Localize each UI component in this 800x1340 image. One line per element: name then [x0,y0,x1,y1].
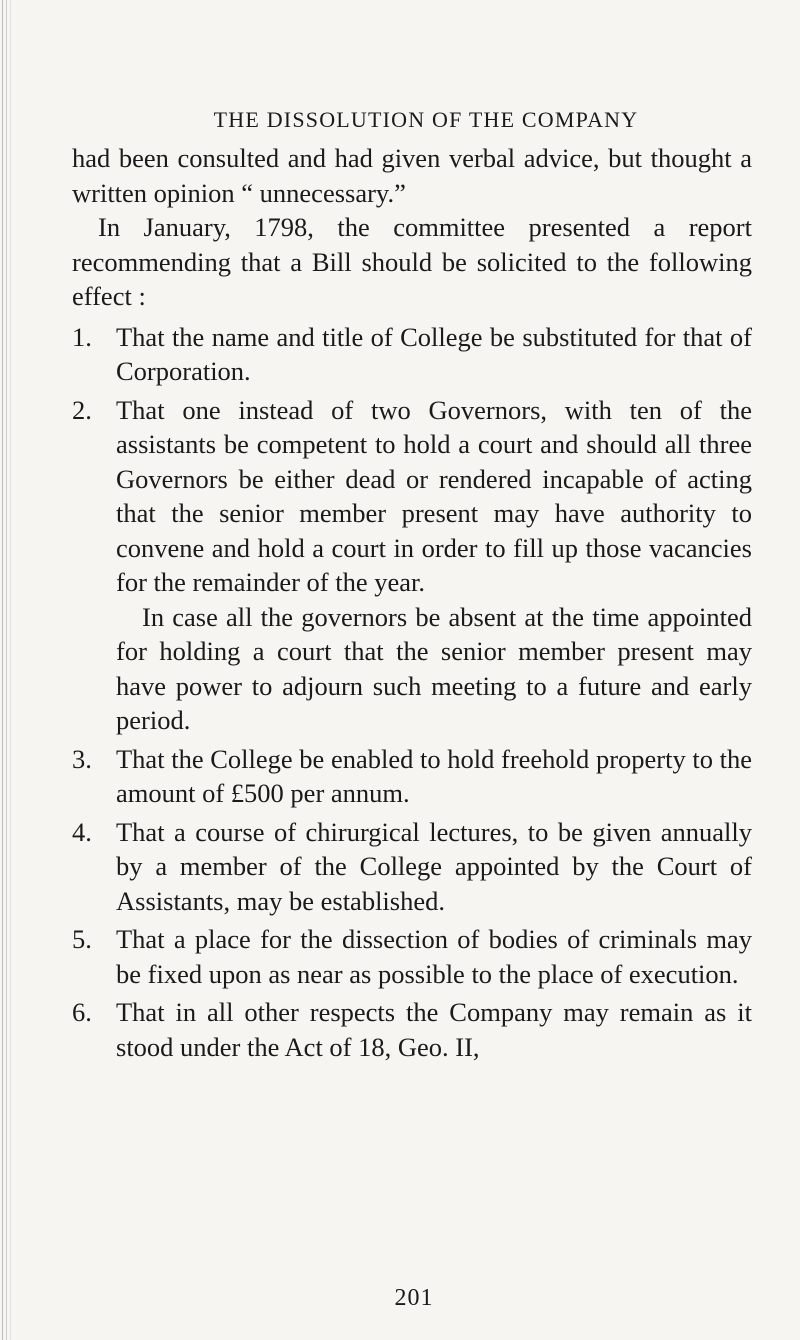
item-continuation: In case all the governors be absent at the time appointed for holding a court that the senior member present may have power to adjourn such meeting to a future and early period. [116,601,752,735]
book-page [72,105,752,1068]
page-edge-line [2,0,3,1340]
item-text: That a place for the dissection of bodies of criminals may be fixed upon as near as possible to the place of execution. [116,924,752,989]
paragraph-continued: had been consulted and had given verbal advice, but thought a written opinion “ unnecessary.” [72,143,752,208]
recommendations-list [72,320,752,1065]
page-number: 201 [394,1285,434,1311]
body-text [72,141,752,1064]
paragraph-january-report: In January, 1798, the committee presented a report recommending that a Bill should be solicited to the following effect : [72,212,752,311]
item-number: 2. [72,394,92,425]
running-head: THE DISSOLUTION OF THE COMPANY [213,107,639,132]
list-item [72,922,752,991]
list-item [72,815,752,919]
item-number: 4. [72,816,92,847]
page-edge-line [10,0,11,1340]
item-text: That the College be enabled to hold freehold property to the amount of £500 per annum. [116,743,752,808]
item-text: That one instead of two Governors, with ten of the assistants be competent to hold a court and should all three Governors be either dead or rendered incapable of acting that the senior member present may have authority to convene and hold a court in order to fill up those vacancies for the remainder of the year. [116,394,752,597]
list-item [72,320,752,389]
item-number: 1. [72,321,92,352]
list-item [72,393,752,738]
item-number: 6. [72,997,92,1027]
item-text: That a course of chirurgical lectures, to be given annually by a member of the College appointed by the Court of Assistants, may be established. [116,816,752,916]
item-number: 5. [72,924,92,954]
item-text: That the name and title of College be substituted for that of Corporation. [116,321,752,386]
item-text: That in all other respects the Company may remain as it stood under the Act of 18, Geo. II, [116,997,752,1062]
page-edge-line [6,0,7,1340]
item-number: 3. [72,743,92,774]
list-item [72,995,752,1064]
list-item [72,742,752,811]
